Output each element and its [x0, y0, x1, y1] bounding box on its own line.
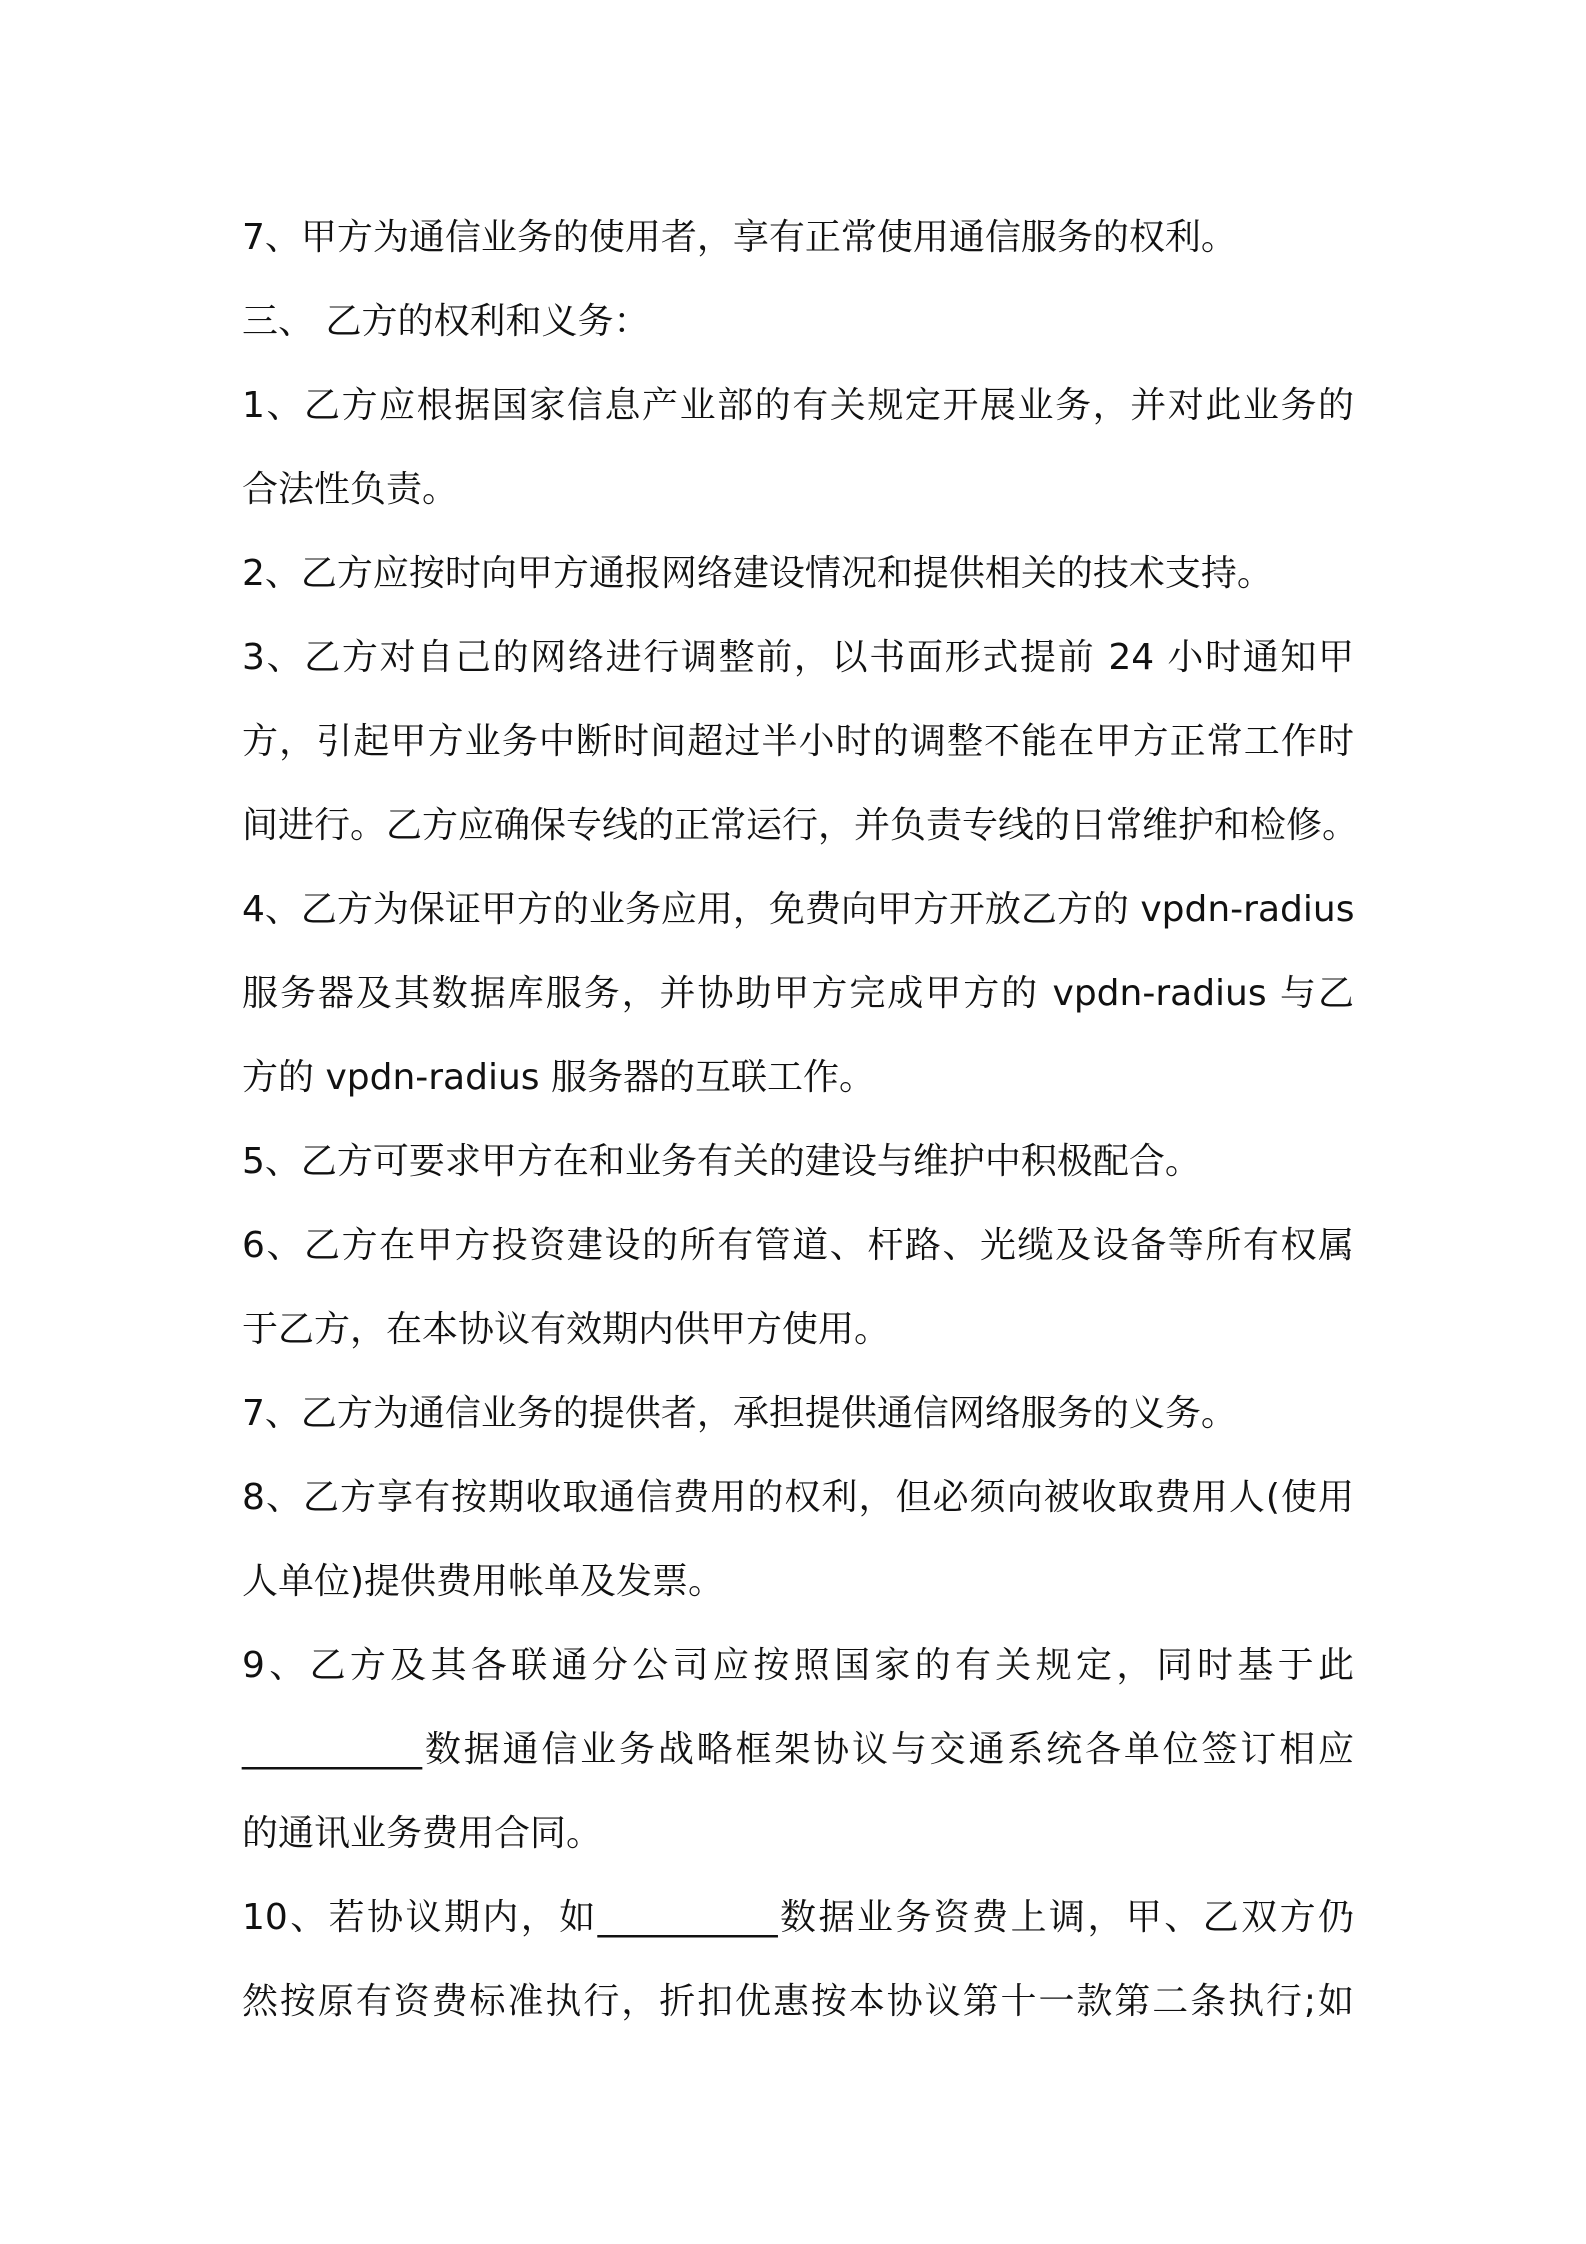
text-line: 3、乙方对自己的网络进行调整前，以书面形式提前 24 小时通知甲: [242, 637, 1354, 678]
text-line: 间进行。乙方应确保专线的正常运行，并负责专线的日常维护和检修。: [242, 805, 1359, 846]
text-line: 8、乙方享有按期收取通信费用的权利，但必须向被收取费用人(使用: [242, 1477, 1354, 1518]
text-line: 合法性负责。: [242, 469, 459, 510]
document-body: [242, 196, 1359, 2044]
text-line: 4、乙方为保证甲方的业务应用，免费向甲方开放乙方的 vpdn-radius: [242, 889, 1355, 930]
text-line: 10、若协议期内，如__________数据业务资费上调，甲、乙双方仍: [242, 1897, 1354, 1938]
text-line: 然按原有资费标准执行，折扣优惠按本协议第十一款第二条执行;如: [242, 1981, 1354, 2022]
text-line: 7、甲方为通信业务的使用者，享有正常使用通信服务的权利。: [242, 217, 1237, 258]
text-line: 1、乙方应根据国家信息产业部的有关规定开展业务，并对此业务的: [242, 385, 1354, 426]
text-line: 人单位)提供费用帐单及发票。: [242, 1561, 725, 1602]
text-line: 9、乙方及其各联通分公司应按照国家的有关规定，同时基于此: [242, 1645, 1354, 1686]
text-line: 服务器及其数据库服务，并协助甲方完成甲方的 vpdn-radius 与乙: [242, 973, 1354, 1014]
section-heading: 三、 乙方的权利和义务：: [242, 301, 650, 342]
text-line: 的通讯业务费用合同。: [242, 1813, 603, 1854]
text-line: 2、乙方应按时向甲方通报网络建设情况和提供相关的技术支持。: [242, 553, 1273, 594]
text-line: __________数据通信业务战略框架协议与交通系统各单位签订相应: [242, 1729, 1354, 1770]
text-line: 7、乙方为通信业务的提供者，承担提供通信网络服务的义务。: [242, 1393, 1237, 1434]
text-line: 于乙方，在本协议有效期内供甲方使用。: [242, 1309, 891, 1350]
text-line: 方，引起甲方业务中断时间超过半小时的调整不能在甲方正常工作时: [242, 721, 1354, 762]
text-line: 方的 vpdn-radius 服务器的互联工作。: [242, 1057, 875, 1098]
text-line: 5、乙方可要求甲方在和业务有关的建设与维护中积极配合。: [242, 1141, 1201, 1182]
text-line: 6、乙方在甲方投资建设的所有管道、杆路、光缆及设备等所有权属: [242, 1225, 1354, 1266]
